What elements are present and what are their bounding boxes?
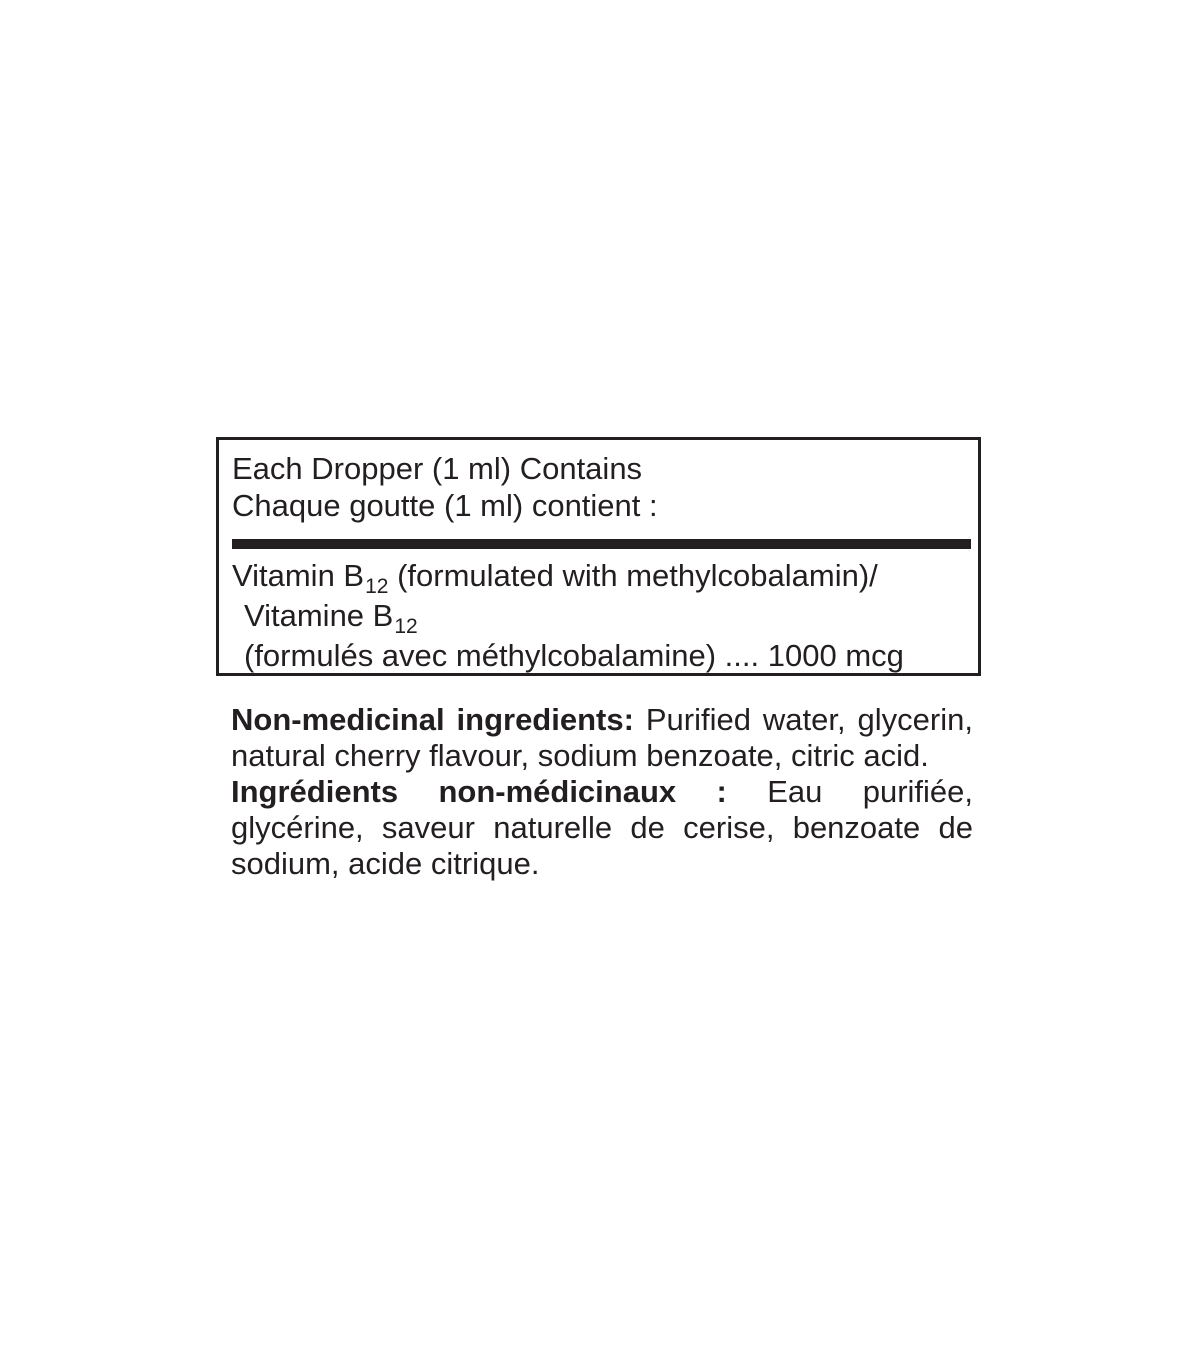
ingredient-line-french [232, 598, 904, 638]
ingredient-name-french: Vitamine B [244, 598, 394, 633]
header-french: Chaque goutte (1 ml) contient : [232, 488, 658, 523]
non-medicinal-french [231, 774, 973, 882]
panel-header [232, 450, 658, 524]
header-english: Each Dropper (1 ml) Contains [232, 451, 643, 486]
supplement-facts-panel [216, 437, 981, 676]
non-medicinal-text-english: Purified water, glycerin, natural cherry flavour, sodium benzoate, citric acid. [231, 702, 973, 773]
non-medicinal-english [231, 702, 973, 774]
ingredient-subscript-french: 12 [394, 615, 418, 638]
non-medicinal-label-english: Non-medicinal ingredients: [231, 702, 634, 737]
ingredient-line-english [232, 558, 904, 598]
non-medicinal-text-french: Eau purifiée, glycérine, saveur naturelle de cerise, benzoate de sodium, acide citrique. [231, 774, 973, 881]
ingredient-description-english: (formulated with methylcobalamin)/ [388, 558, 878, 593]
ingredient-description-french: (formulés avec méthylcobalamine) .... 1000 mcg [244, 638, 904, 673]
header-divider [232, 539, 971, 549]
non-medicinal-label-french: Ingrédients non-médicinaux : [231, 774, 727, 809]
medicinal-ingredient [232, 558, 904, 674]
ingredient-name-english: Vitamin B [232, 558, 365, 593]
ingredient-subscript: 12 [365, 575, 389, 598]
non-medicinal-ingredients [231, 702, 973, 882]
